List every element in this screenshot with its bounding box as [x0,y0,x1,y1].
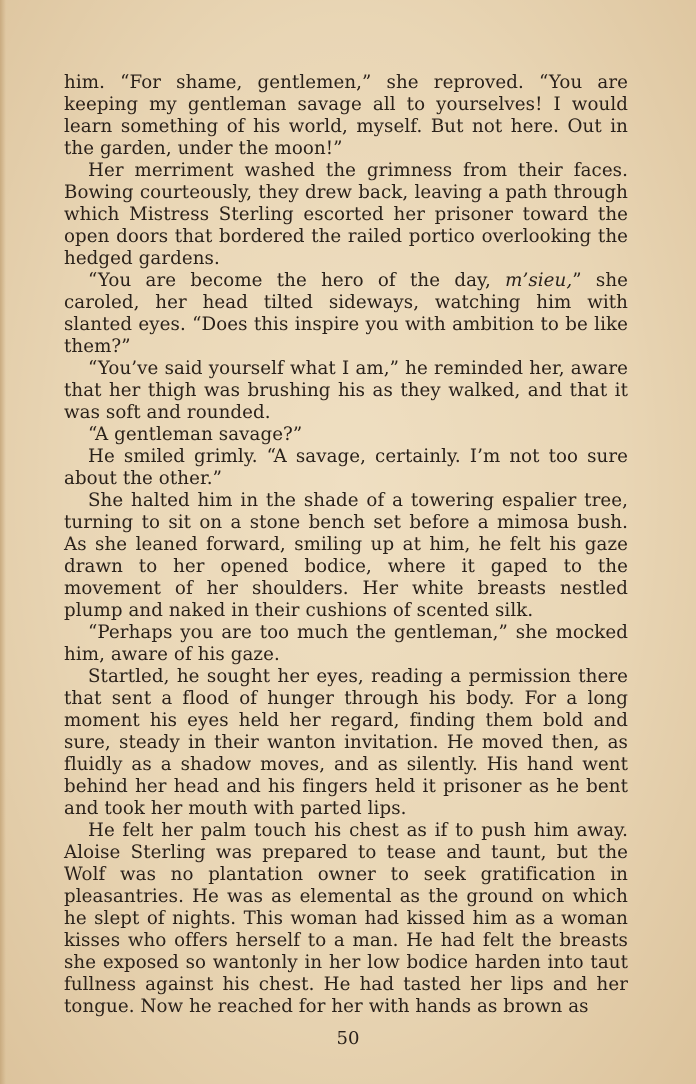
paragraph: She halted him in the shade of a towering espalier tree, turning to sit on a stone bench set before a mimosa bush. As she leaned forward, smiling up at him, he felt his gaze drawn to her opened bodice, where it gaped to the movement of her shoulders. Her white breasts nestled plump and naked in their cushions of scented silk. [64,490,628,621]
paragraph: “You’ve said yourself what I am,” he reminded her, aware that her thigh was brushing his as they walked, and that it was soft and rounded. [64,358,628,423]
paragraph: “Perhaps you are too much the gentleman,” she mocked him, aware of his gaze. [64,622,628,665]
paragraph: He smiled grimly. “A savage, certainly. I’m not too sure about the other.” [64,446,628,489]
paragraph: “A gentleman savage?” [88,424,303,445]
paragraph: “You are become the hero of the day, m’sieu,” she caroled, her head tilted sideways, watching him with slanted eyes. “Does this inspire you with ambition to be like them?” [64,270,629,357]
page-number: 50 [336,1028,360,1049]
body-text [64,72,628,1018]
paragraph: Startled, he sought her eyes, reading a permission there that sent a flood of hunger through his body. For a long moment his eyes held her regard, finding them bold and sure, steady in their wanton invitation. He moved then, as fluidly as a shadow moves, and as silently. His hand went behind her head and his fingers held it prisoner as he bent and took her mouth with parted lips. [64,666,628,819]
paragraph: him. “For shame, gentlemen,” she reproved. “You are keeping my gentleman savage all to yourselves! I would learn something of his world, myself. But not here. Out in the garden, under the moon!” [64,72,628,159]
paragraph: He felt her palm touch his chest as if to push him away. Aloise Sterling was prepared to tease and taunt, but the Wolf was no plantation owner to seek gratification in pleasantries. He was as elemental as the ground on which he slept of nights. This woman had kissed him as a woman kisses who offers herself to a man. He had felt the breasts she exposed so wantonly in her low bodice harden into taut fullness against his chest. He had tasted her lips and her tongue. Now he reached for her with hands as brown as [64,820,628,1017]
paragraph: Her merriment washed the grimness from their faces. Bowing courteously, they drew back, leaving a path through which Mistress Sterling escorted her prisoner toward the open doors that bordered the railed portico overlooking the hedged gardens. [64,160,628,269]
italic-word: m’sieu, [505,270,573,291]
